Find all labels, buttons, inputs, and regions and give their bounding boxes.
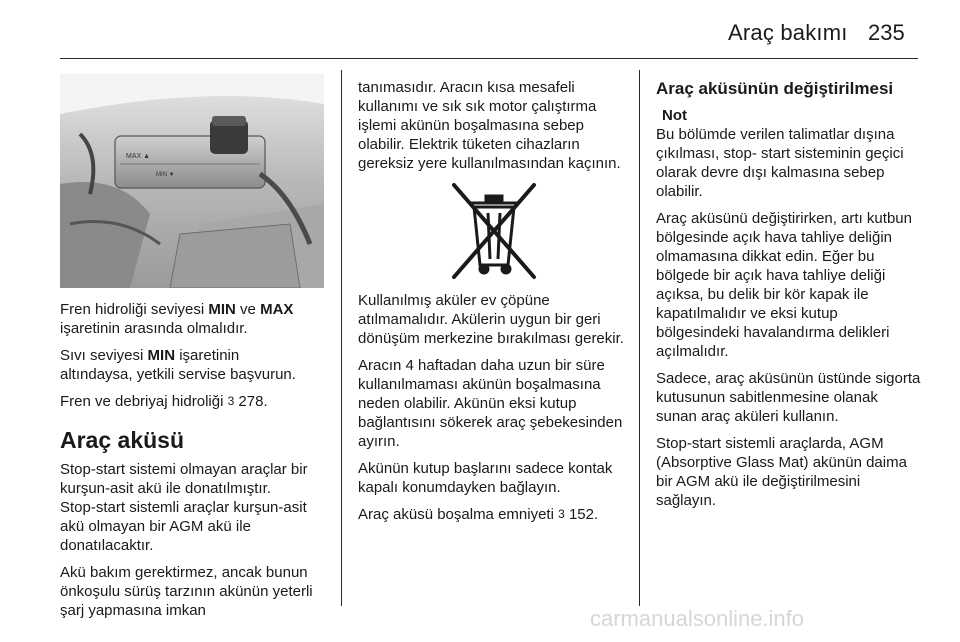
battery-type-paragraph-2: Stop-start sistemli araçlar kurşun-asit akü olmayan bir AGM akü ile donatılacaktır. bbox=[60, 499, 307, 554]
note-text: Bu bölümde verilen talimatlar dışına çıkılması, stop- start sisteminin geçici olarak devre dışı kalmasına sebep olabilir. bbox=[656, 126, 904, 200]
reference-paragraph: Fren ve debriyaj hidroliği 3 278. bbox=[60, 393, 268, 410]
column-1 bbox=[60, 300, 332, 628]
column-2 bbox=[358, 78, 630, 533]
discharge-reference-paragraph: Araç aküsü boşalma emniyeti 3 152. bbox=[358, 506, 599, 523]
crossed-out-bin-icon bbox=[446, 181, 542, 281]
brake-fluid-reservoir-photo bbox=[60, 74, 324, 288]
section-heading-replacement: Araç aküsünün değiştirilmesi bbox=[656, 79, 894, 98]
battery-type-paragraph-1: Stop-start sistemi olmayan araçlar bir kurşun-asit akü ile donatılmıştır. bbox=[60, 461, 308, 497]
column-3 bbox=[656, 78, 922, 518]
column-divider-1 bbox=[341, 70, 342, 606]
vent-paragraph: Araç aküsünü değiştirirken, artı kutbun bölgesinde açık hava tahliye deliğin olmamasına dikkat edin. Eğer bu bölgede bir açık hava tahliye deliği açıksa, bu delik bir kör kapak ile kapatılmalıdır ve eksi kutup bölgesindeki havalandırma delikleri açılmalıdır. bbox=[656, 210, 912, 360]
section-heading-battery: Araç aküsü bbox=[60, 427, 185, 453]
watermark: carmanualsonline.info bbox=[590, 606, 805, 631]
page-reference-icon: 3 bbox=[227, 394, 235, 408]
min-mark-label: MIN ▼ bbox=[156, 172, 175, 178]
continued-paragraph: tanımasıdır. Aracın kısa mesafeli kullanımı ve sık sık motor çalıştırma işlemi akünün boşalmasına sebep olabilir. Elektrik tüketen cihazların gereksiz yere kullanılmasından kaçının. bbox=[358, 79, 621, 172]
storage-paragraph: Aracın 4 haftadan daha uzun bir süre kullanılmaması akünün boşalmasına neden olabilir. Akünün eksi kutup bağlantısını sökerek araç şebekesinden ayırın. bbox=[358, 357, 623, 450]
page-number: 235 bbox=[868, 20, 905, 45]
low-level-paragraph: Sıvı seviyesi MIN işaretinin altındaysa, yetkili servise başvurun. bbox=[60, 347, 296, 383]
disposal-paragraph: Kullanılmış aküler ev çöpüne atılmamalıdır. Akülerin uygun bir geri dönüşüm merkezine bırakılması gerekir. bbox=[358, 292, 624, 347]
max-mark-label: MAX ▲ bbox=[126, 153, 151, 160]
brake-fluid-level-paragraph: Fren hidroliği seviyesi MIN ve MAX işaretinin arasında olmalıdır. bbox=[60, 301, 294, 337]
running-header-title: Araç bakımı bbox=[728, 20, 848, 45]
connection-paragraph: Akünün kutup başlarını sadece kontak kapalı konumdayken bağlayın. bbox=[358, 460, 613, 496]
column-divider-2 bbox=[639, 70, 640, 606]
agm-paragraph: Stop-start sistemli araçlarda, AGM (Absorptive Glass Mat) akünün daima bir AGM akü ile değiştirilmesini sağlayın. bbox=[656, 435, 907, 509]
maintenance-paragraph: Akü bakım gerektirmez, ancak bunun önkoşulu sürüş tarzının akünün yeterli şarj yapmasına imkan bbox=[60, 564, 313, 619]
header-rule bbox=[60, 58, 918, 59]
note-label: Not bbox=[662, 107, 687, 124]
page-reference-icon: 3 bbox=[558, 507, 565, 521]
fuse-box-paragraph: Sadece, araç aküsünün üstünde sigorta kutusunun sabitlenmesine olanak sunan araç aküleri kullanın. bbox=[656, 370, 921, 425]
